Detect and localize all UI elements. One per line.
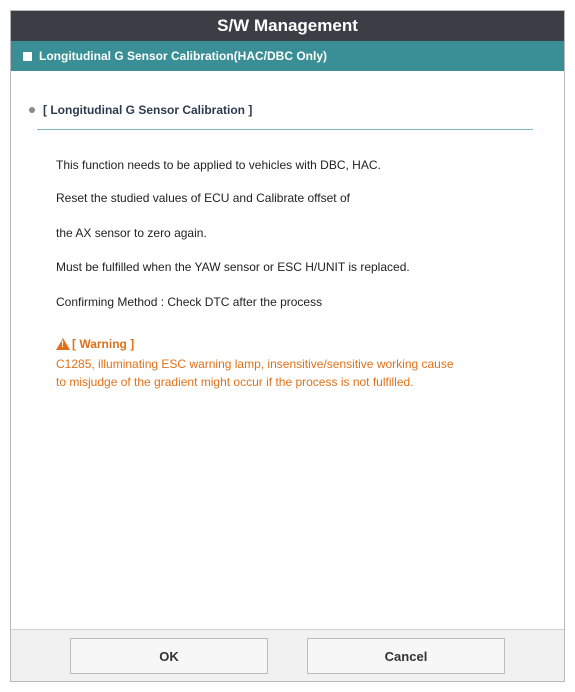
warning-triangle-icon	[56, 338, 70, 350]
function-header	[11, 41, 564, 71]
cancel-button[interactable]: Cancel	[307, 638, 505, 674]
section-heading	[29, 103, 252, 117]
section-divider	[37, 129, 533, 130]
function-header-label: Longitudinal G Sensor Calibration(HAC/DBC Only)	[39, 49, 327, 63]
dialog-title: S/W Management	[11, 11, 564, 41]
sw-management-dialog	[10, 10, 565, 682]
description-line: Confirming Method : Check DTC after the process	[56, 295, 323, 309]
section-heading-label: [ Longitudinal G Sensor Calibration ]	[43, 103, 253, 117]
description-line: the AX sensor to zero again.	[56, 226, 207, 240]
dot-bullet-icon	[29, 107, 35, 113]
description-line: Must be fulfilled when the YAW sensor or ESC H/UNIT is replaced.	[56, 260, 410, 274]
square-bullet-icon	[23, 52, 32, 61]
description-line: Reset the studied values of ECU and Calibrate offset of	[56, 191, 350, 205]
warning-heading-label: [ Warning ]	[72, 337, 135, 351]
content-area	[11, 71, 564, 631]
dialog-footer	[11, 629, 564, 681]
warning-heading	[56, 337, 134, 351]
warning-line: to misjudge of the gradient might occur if the process is not fulfilled.	[56, 375, 414, 389]
ok-button[interactable]: OK	[70, 638, 268, 674]
warning-line: C1285, illuminating ESC warning lamp, insensitive/sensitive working cause	[56, 357, 454, 371]
description-line: This function needs to be applied to vehicles with DBC, HAC.	[56, 158, 381, 172]
